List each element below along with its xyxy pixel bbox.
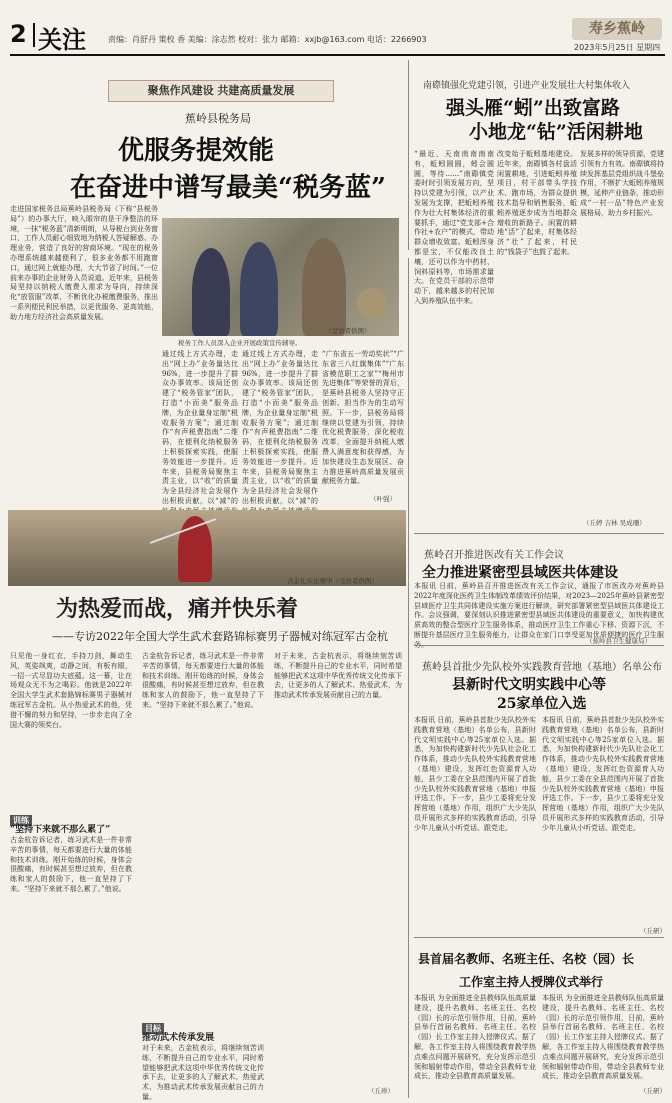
article2-headline-2: 小地龙“钻”活闲耕地 (469, 121, 643, 143)
article3-byline: （丘珍） (368, 1087, 394, 1095)
article3-col2: 古金杭告诉记者，练习武术是一件非常辛苦的事情，每天都要进行大量的体能和技术训练。刚开始练的时候，身体会很酸痛，有时候甚至想过放弃，但在教练和家人的鼓励下，他一直坚持了下来。“坚持下来就不那么累了。”他说。 (142, 652, 264, 709)
article3-headline: 为热爱而战，痛并快乐着 (56, 596, 299, 622)
article3-tag1-title: “坚持下来就不那么累了” (10, 825, 111, 835)
article2-byline: （丘婷 吉林 吴成珊） (583, 519, 646, 527)
article1-kicker: 蕉岭县税务局 (185, 112, 251, 125)
article1-col3: “广东省五一劳动奖状”“广东省三八红旗集体”“广东省模范职工之家”“梅州市先进集体”等荣誉的背后，是蕉岭县税务人坚持守正创新、担当作为的生动写照。下一步，县税务局将继续以党建为引领，持续优化税费服务，深化税收改革，全面提升纳税人缴费人满意度和获得感，为加快建设生态发展区、奋力推进蕉岭高质量发展贡献税务力量。 (322, 350, 404, 486)
article5-col1: 本报讯 日前，蕉岭县首批少先队校外实践教育营地（基地）名单公布，县新时代文明实践中心等25家单位入选。据悉，为加快构建新时代少先队社会化工作体系，推动少先队校外实践教育营地（基地）建设，发挥红色资源育人功能，县少工委在全县范围内开展了首批少先队校外实践教育营地（基地）申报评选工作。下一步，县少工委将充分发挥营地（基地）作用，组织广大少先队员开展形式多样的实践教育活动，引导少年儿童从小听党话、跟党走。 (414, 716, 536, 832)
article6-byline: （丘研） (640, 1087, 666, 1095)
article1-col2: 通过线上方式办理，走出“网上办”业务量达比96%，进一步提升了群众办事效率。该局还创建了“税务管家”团队，打造“小而美”服务品牌，为企业量身定制“税收服务方案”；通过制作“有声税费指南”二维码，在便利化纳税服务上积极探索实践，使服务效能进一步提升。近年来，县税务局聚焦主责主业，以“收”的质量为全县经济社会发展作出积极贡献，以“减”的 (162, 350, 238, 505)
wushu-photo-scene (8, 510, 406, 586)
article3-tag2-title: 推动武术传承发展 (142, 1033, 215, 1043)
article1-col1: 走进国家税务总局蕉岭县税务局（下称“县税务局”）的办事大厅，映入眼帘的是干净整洁的环境，一抹“税务蓝”清新明朗，从导税台到业务窗口，工作人员耐心细致地为纳税人答疑解惑、办理业务，营造了良好的营商环境。“现在的税务办理系统越来越便利了，很多业务都不用跑窗口，通过网上就能办理，大大节省了时间。”一位前来办事的企业财务人员说道。近年来，县税务局坚持以纳税人缴费人需求为导向，持续深化“放管服”改革，不断优化办税缴费服务，推出一系列便民利民举措，以更优服务、更高效能，助力地方经济社会高质量发展。 (10, 205, 158, 321)
article2-col1: “最近，天南南南南南有，蚯蚓圆圆，蚓会圆圆，等待……”南磜镇党委时时引领发展方向，坚持以党建为引领，以产业发展为支撑，把蚯蚓养殖作为壮大村集体经济的重要抓手，通过“党支部+合作社+农户”的模式，带动群众增收致富。蚯蚓浑身都是宝，不仅能改良土壤，还可以作为中药材、饲料原料等，市场需求量大。在党员干部的示范带动下，越来越多的村民加入到养殖队伍中来。 (414, 150, 494, 305)
article3-col2b: 对于未来，古金杭表示，将继续刻苦训练，不断提升自己的专业水平，同时希望能够把武术这项中华优秀传统文化传承下去，让更多的人了解武术、热爱武术，为推动武术传承发展贡献自己的力量。 (142, 1044, 264, 1101)
article6-col1: 本报讯 为全面推进全县教师队伍高质量建设，提升名教师、名班主任、名校（园）长的示范引领作用，日前，蕉岭县举行首届名教师、名班主任、名校（园）长工作室主持人授牌仪式。据了解，各工作室主持人将围绕教育教学热点难点问题开展研究，充分发挥示范引领和辐射带动作用，带动全县教师专业成长，推动全县教育高质量发展。 (414, 994, 536, 1081)
article2-headline-1: 强头雁“蚓”出致富路 (446, 97, 620, 119)
basket-figure (357, 288, 387, 318)
article1-banner: 聚焦作风建设 共建高质量发展 (108, 80, 334, 102)
article4-body: 本报讯 日前，蕉岭县召开推进医改有关工作会议，通报了市医改办对蕉岭县2022年度深化医药卫生体制改革绩效评价结果，对2023—2025年蕉岭县紧密型县域医疗卫生共同体建设实施方案进行解读，研究部署紧密型县域医共体建设工作。会议强调，要深刻认识推进紧密型县域医共体建设的重要意义，加快构建优质高效的整合型医疗卫生服务体系，推动医疗卫生工作重心下移、资源下沉，不断提升基层医疗卫生服务能力，让群众在家门口享受更加优质便捷的医疗卫生服 (414, 582, 664, 639)
article5-col2: 本报讯 日前，蕉岭县首批少先队校外实践教育营地（基地）名单公布，县新时代文明实践中心等25家单位入选。据悉，为加快构建新时代少先队社会化工作体系，推动少先队校外实践教育营地（基地）建设，发挥红色资源育人功能，县少工委在全县范围内开展了首批少先队校外实践教育营地（基地）申报评选工作。下一步，县少工委将充分发挥营地（基地）作用，组织广大少先队员开展形式多样的实践教育活动，引导少年儿童从小听党话、跟党走。 (542, 716, 664, 832)
article1-photo-caption: 税务工作人员深入企业开展政策宣传辅导。 (178, 339, 302, 347)
header-rule (10, 54, 665, 56)
article3-subtitle: ——专访2022年全国大学生武术套路锦标赛男子器械对练冠军古金杭 (52, 630, 388, 643)
tag-training-label: 训练 (10, 815, 32, 826)
column-divider (408, 60, 409, 250)
article5-byline: （丘研） (640, 927, 666, 935)
divider (414, 937, 664, 938)
article5-kicker: 蕉岭县首批少先队校外实践教育营地（基地）名单公布 (422, 662, 662, 673)
divider (414, 533, 664, 534)
article6-col2: 本报讯 为全面推进全县教师队伍高质量建设，提升名教师、名班主任、名校（园）长的示范引领作用，日前，蕉岭县举行首届名教师、名班主任、名校（园）长工作室主持人授牌仪式。据了解，各工作室主持人将围绕教育教学热点难点问题开展研究，充分发挥示范引领和辐射带动作用，带动全县教师专业成长，推动全县教育高质量发展。 (542, 994, 664, 1081)
page-number: 2 (10, 20, 27, 48)
article3-photo-caption: 古金礼在比赛中（受访者供图） (287, 577, 378, 585)
article3-col1b: 古金杭告诉记者，练习武术是一件非常辛苦的事情，每天都要进行大量的体能和技术训练。刚开始练的时候，身体会很酸痛，有时候甚至想过放弃，但在教练和家人的鼓励下，他一直坚持了下来。“坚持下来就不那么累了。”他说。 (10, 836, 132, 893)
article2-col3: 发展多样的领导资源，党建引领有力有效。南磜镇将持续发挥基层党组织战斗堡垒作用，不断扩大蚯蚓养殖规模，延伸产业链条，推动形成“一村一品”特色产业发展格局，助力乡村振兴。 (580, 150, 664, 217)
tax-officer-figure (192, 248, 230, 336)
article5-headline-2: 25家单位入选 (497, 696, 587, 712)
tax-officer-figure (240, 242, 278, 336)
article6-headline-1: 县首届名教师、名班主任、名校（园）长 (418, 952, 635, 966)
article1-headline-1: 优服务提效能 (118, 136, 275, 166)
column-divider-lower (408, 258, 409, 1098)
article3-col1: 只见他一身红衣，手持刀剑，舞动生风，英姿飒爽，动静之间，有板有眼，一招一式尽显功夫底蕴。这一幕，让在场观众无不为之喝彩。他就是2022年全国大学生武术套路锦标赛男子器械对练冠军古金杭。从小热爱武术的他，凭借不懈的努力和坚持，一步步走向了全国大赛的领奖台。 (10, 652, 132, 729)
newspaper-logo: 寿乡蕉岭 (572, 18, 662, 40)
header-divider (33, 23, 35, 47)
section-title: 关注 (38, 26, 86, 54)
article1-byline: （叶强） (370, 495, 396, 503)
article5-headline-1: 县新时代文明实践中心等 (452, 677, 606, 693)
tax-photo (162, 218, 399, 336)
article4-kicker: 蕉岭召开推进医改有关工作会议 (424, 550, 564, 561)
article1-col2b: 通过线上方式办理，走出“网上办”业务量达比96%，进一步提升了群众办事效率。该局还创建了“税务管家”团队，打造“小而美”服务品牌，为企业量身定制“税收服务方案”；通过制作“有声税费指南”二维码，在便利化纳税服务上积极探索实践，使服务效能进一步提升。近年来，县税务局聚焦主责主业，以“收”的质量为全县经济社会发展作出积极贡献，以“减”的 (242, 350, 318, 505)
tag-goal-label: 目标 (142, 1023, 164, 1034)
citizen-figure (302, 238, 346, 336)
article4-headline: 全力推进紧密型县域医共体建设 (422, 565, 618, 581)
article2-kicker: 南磜镇强化党建引领，引进产业发展壮大村集体收入 (423, 81, 631, 91)
article2-col2: 改变始于蚯蚓基地建设。近年来，南磜镇各村盘活闲置耕地，引进蚯蚓养殖项目，村干部带头学技术、跑市场，为群众提供技术指导和销售服务，蚯蚓养殖逐步成为当地群众增收的新路子。闲置的耕地“活”了起来，村集体经济“壮”了起来，村民的“钱袋子”也鼓了起来。 (497, 150, 577, 256)
staff-line: 责编：肖舒丹 策校 香 美编：涂志然 校对：张力 邮箱：xxjb@163.com 电话：2266903 (108, 35, 427, 44)
article1-headline-2: 在奋进中谱写最美“税务蓝” (70, 173, 386, 203)
article4-byline: （蕉岭县卫生健康局） (586, 637, 651, 645)
article1-photo-credit: （受访者供图） (325, 327, 371, 335)
divider (414, 645, 664, 646)
article3-col3: 对于未来，古金杭表示，将继续刻苦训练，不断提升自己的专业水平，同时希望能够把武术这项中华优秀传统文化传承下去，让更多的人了解武术、热爱武术，为推动武术传承发展贡献自己的力量。 (274, 652, 402, 700)
article6-headline-2: 工作室主持人授牌仪式举行 (459, 975, 604, 989)
issue-date: 2023年5月25日 星期四 (574, 43, 661, 52)
